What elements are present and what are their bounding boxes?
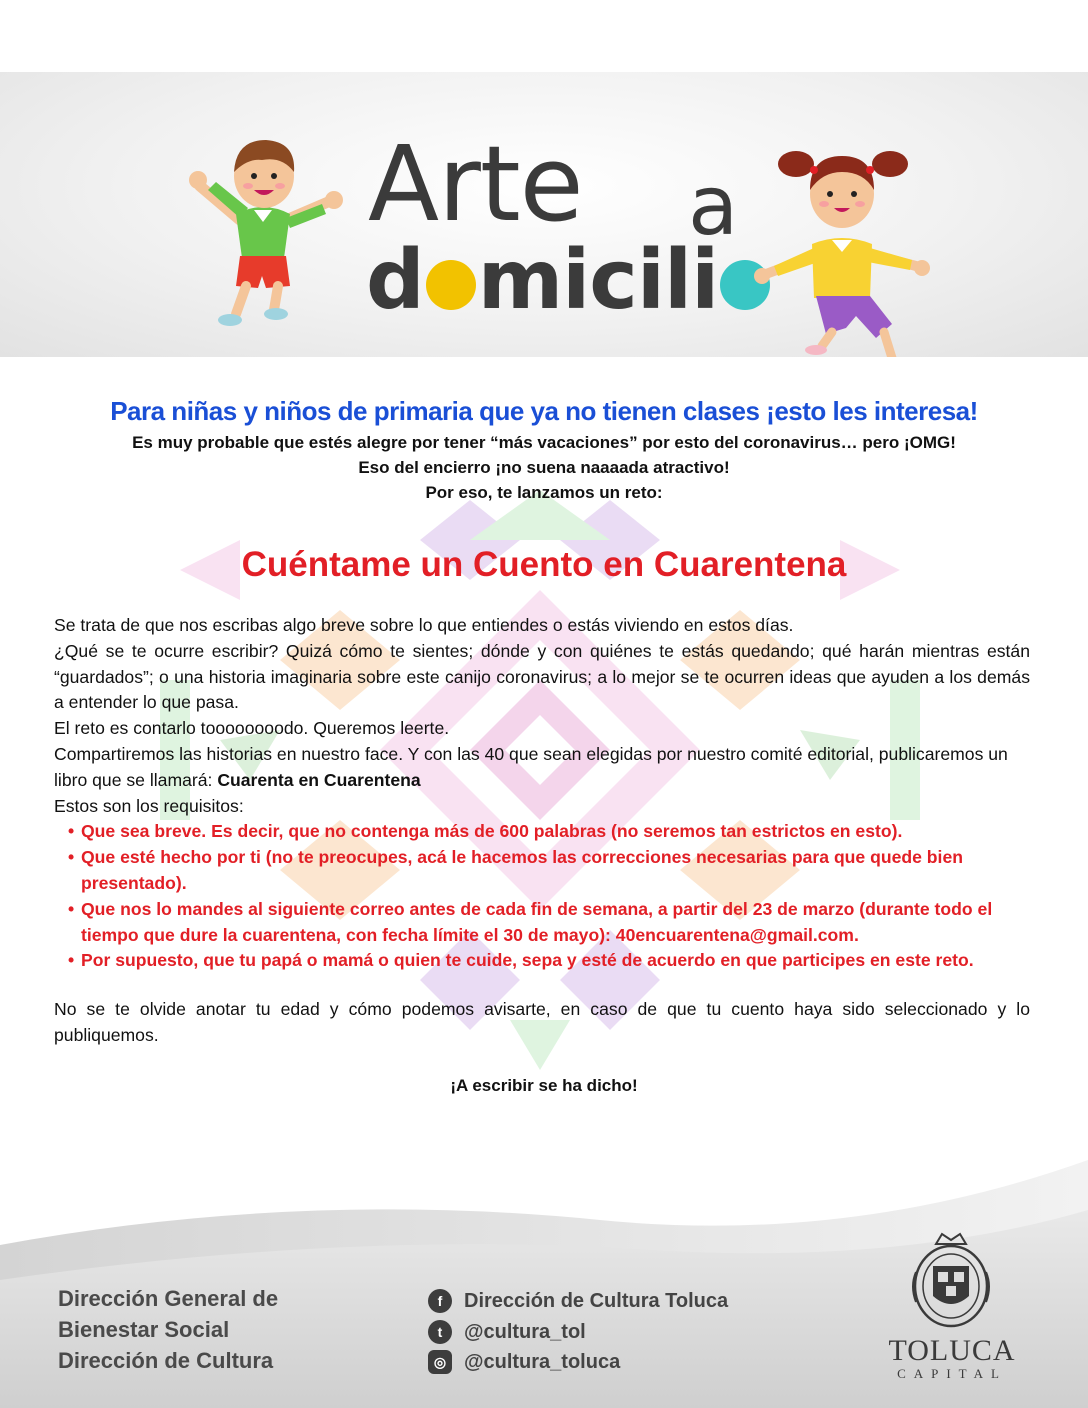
toluca-logo-subtitle: CAPITAL [897,1366,1007,1381]
logo-letter: m [477,233,563,328]
org-line-2: Bienestar Social [58,1317,230,1342]
toluca-logo-word: TOLUCA [888,1334,1016,1367]
logo-letter: i [636,233,664,328]
body-text [54,613,1030,974]
facebook-icon: f [428,1289,452,1313]
book-intro-text: Compartiremos las historias en nuestro face. Y con las 40 que sean elegidas por nuestro comité editorial, publicaremos un libro que se llamará: [54,743,1008,790]
logo-arte-word: Arte [368,123,583,245]
body-paragraph-2: ¿Qué se te ocurre escribir? Quizá cómo te sientes; dónde y con quiénes te estás quedando; qué harán mientras están “guardados”; o una historia imaginaria sobre este canijo coronavirus; a lo mejor se te ocurren ideas que ayuden a los demás a entender lo que pasa. [54,640,1030,713]
intro-line-3: Por eso, te lanzamos un reto: [425,483,663,502]
boy-illustration [178,128,353,333]
requirement-item: • Que nos lo mandes al siguiente correo antes de cada fin de semana, a partir del 23 de marzo (durante todo el tiempo que dure la cuarentena, con fecha límite el 30 de mayo): 40encuarentena@gmail.com. [68,897,1030,949]
social-label: Dirección de Cultura Toluca [464,1289,729,1312]
social-label: @cultura_toluca [464,1350,621,1373]
logo-letter: i [691,233,719,328]
social-facebook[interactable] [428,1289,728,1313]
logo-letter: c [589,233,637,328]
requirement-item: • Por supuesto, que tu papá o mamá o quien te cuide, sepa y esté de acuerdo en que participes en este reto. [68,948,1030,974]
body-paragraph-1: Se trata de que nos escribas algo breve sobre lo que entiendes o estás viviendo en estos días. [54,615,794,635]
intro-line-2: Eso del encierro ¡no suena naaaada atractivo! [358,458,730,477]
social-instagram[interactable] [428,1350,620,1374]
intro-line-1: Es muy probable que estés alegre por tener “más vacaciones” por esto del coronavirus… pero ¡OMG! [132,433,956,452]
book-title: Cuarenta en Cuarentena [217,769,421,790]
sign-off: ¡A escribir se ha dicho! [450,1076,638,1095]
toluca-crest-icon [908,1232,994,1332]
requirement-item: • Que sea breve. Es decir, que no contenga más de 600 palabras (no seremos tan estrictos en esto). [68,819,1030,845]
requirements-intro: Estos son los requisitos: [54,795,244,816]
logo-letter: i [562,233,590,328]
logo-domicilio-word [366,233,772,328]
social-twitter[interactable] [428,1320,586,1344]
closing-paragraph: No se te olvide anotar tu edad y cómo podemos avisarte, en caso de que tu cuento haya sido seleccionado y lo publiquemos. [54,999,1030,1045]
body-paragraph-3: El reto es contarlo toooooooodo. Queremos leerte. [54,718,450,739]
intro-headline: Para niñas y niños de primaria que ya no tienen clases ¡esto les interesa! [110,396,978,426]
requirements-list [68,819,1030,974]
instagram-icon: ◎ [428,1350,452,1374]
social-label: @cultura_tol [464,1320,586,1343]
body-paragraph-4 [54,742,1030,794]
org-line-3: Dirección de Cultura [58,1348,274,1373]
requirement-item: • Que esté hecho por ti (no te preocupes, acá le hacemos las correcciones necesarias para que quede bien presentado). [68,845,1030,897]
logo-a-word: a [688,159,739,254]
logo-letter: l [663,233,692,328]
twitter-icon: t [428,1320,452,1344]
header-banner [0,72,1088,357]
org-line-1: Dirección General de [58,1286,279,1311]
contest-title: Cuéntame un Cuento en Cuarentena [241,545,847,584]
yellow-dot-icon [426,260,476,310]
logo-letter: d [366,233,424,328]
girl-illustration [752,128,937,357]
